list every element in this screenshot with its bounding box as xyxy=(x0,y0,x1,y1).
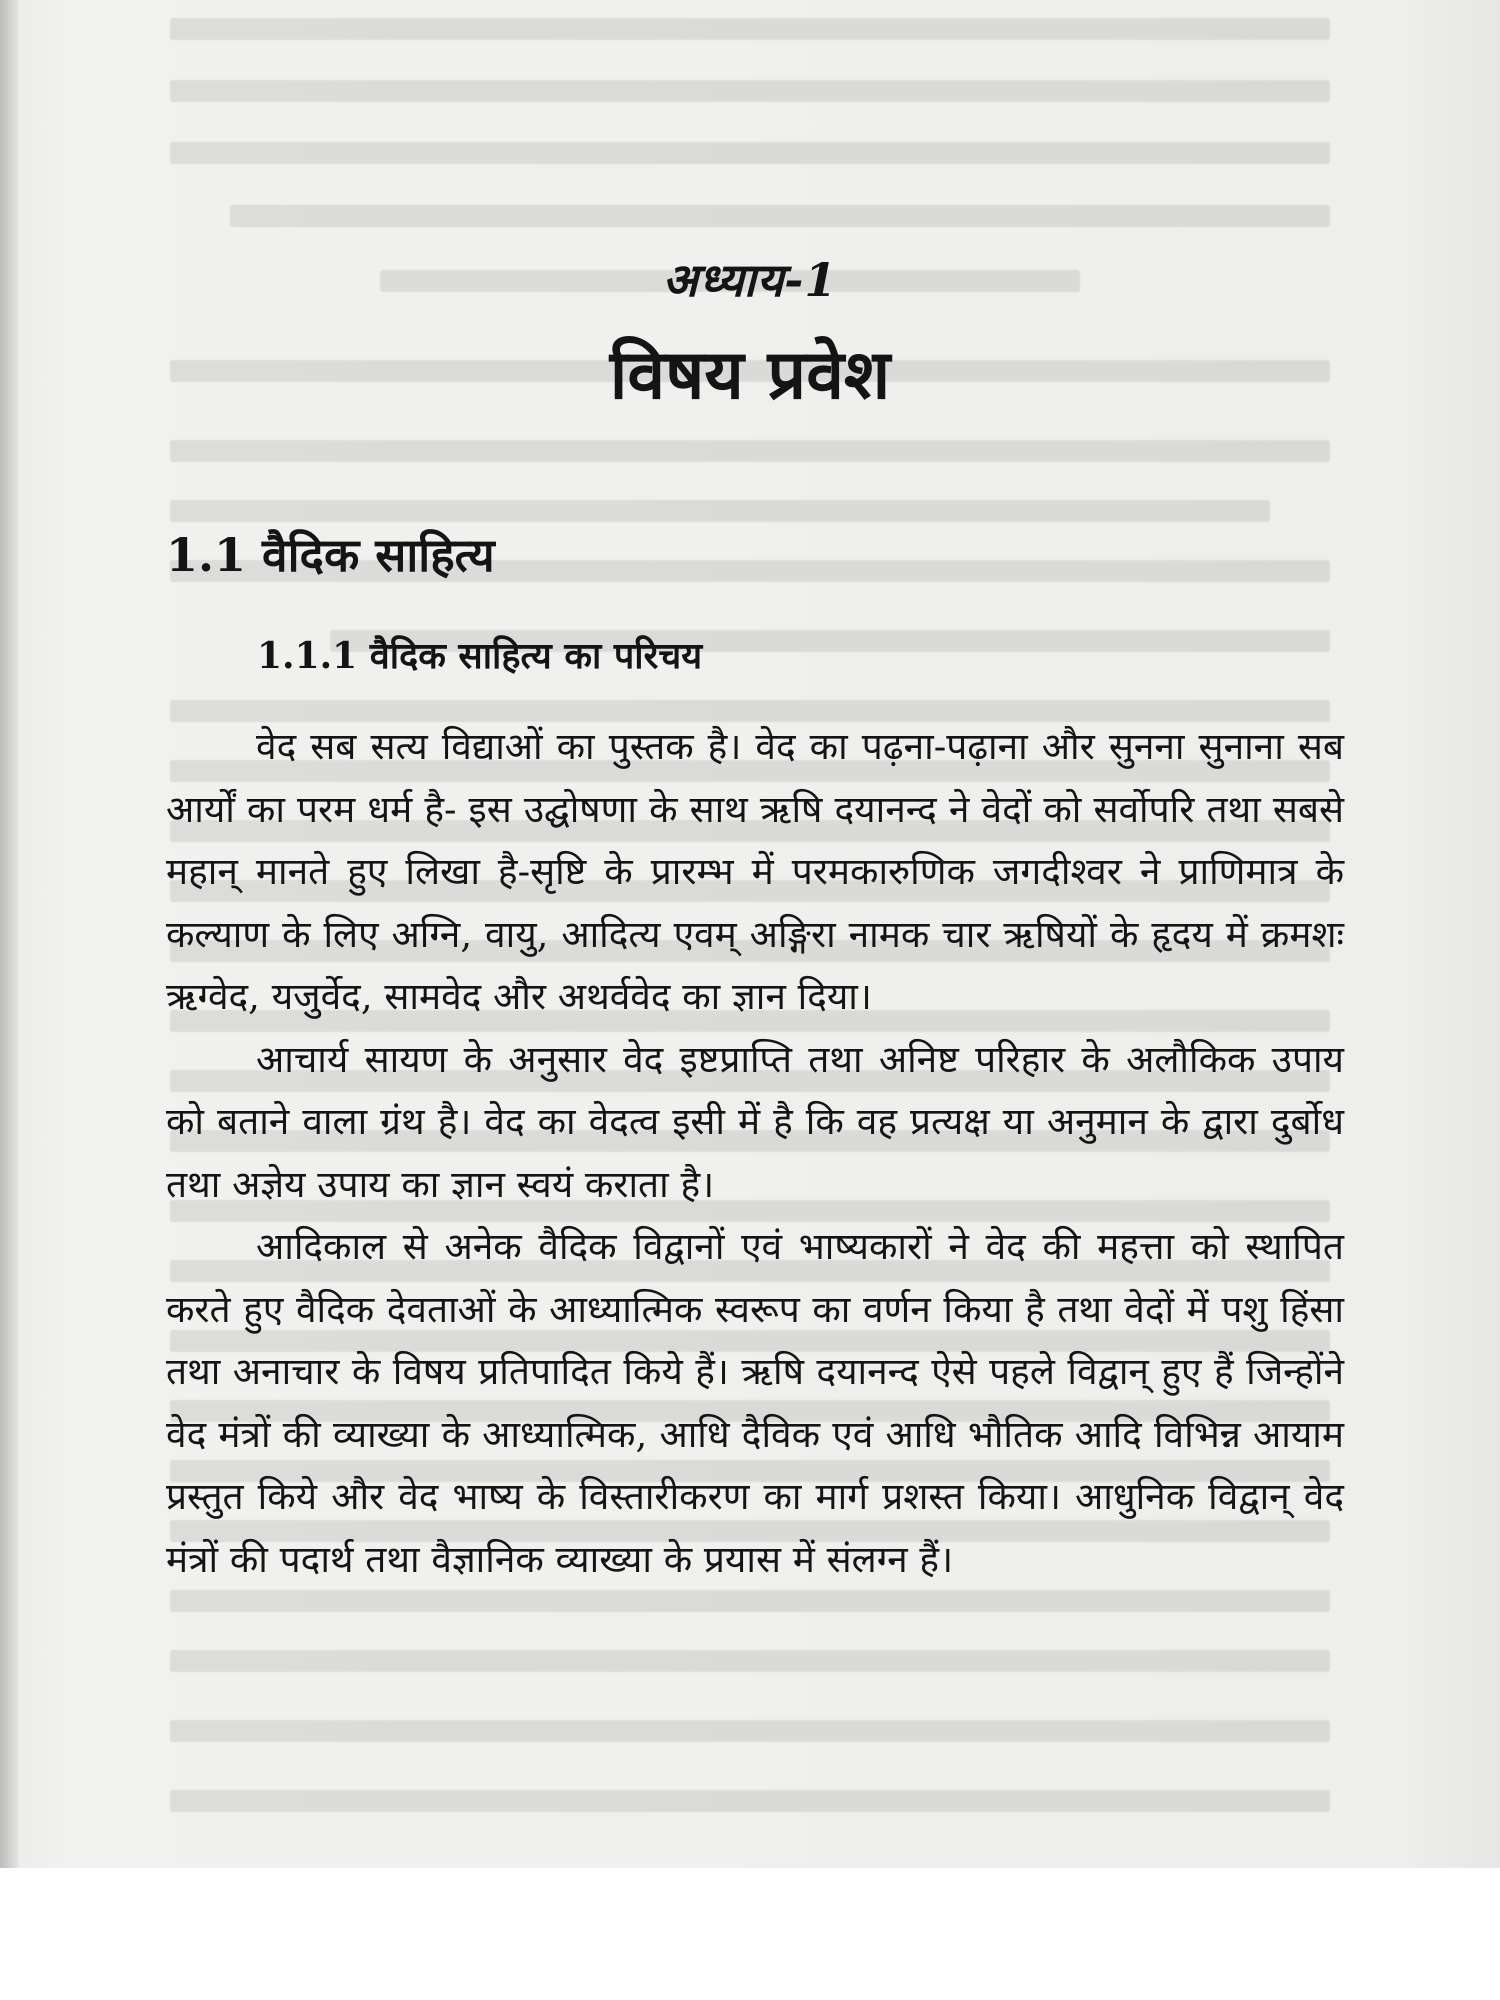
subsection-heading: 1.1.1 वैदिक साहित्य का परिचय xyxy=(257,635,703,677)
blank-margin xyxy=(0,1868,1500,2000)
paragraph: आदिकाल से अनेक वैदिक विद्वानों एवं भाष्यकारों ने वेद की महत्ता को स्थापित करते हुए वैदिक देवताओं के आध्यात्मिक स्वरूप का वर्णन किया है तथा वेदों में पशु हिंसा तथा अनाचार के विषय प्रतिपादित किये हैं। ऋषि दयानन्द ऐसे पहले विद्वान् हुए हैं जिन्होंने वेद मंत्रों की व्याख्या के आध्यात्मिक, आधि दैविक एवं आधि भौतिक आदि विभिन्न आयाम प्रस्तुत किये और वेद भाष्य के विस्तारीकरण का मार्ग प्रशस्त किया। आधुनिक विद्वान् वेद मंत्रों की पदार्थ तथा वैज्ञानिक व्याख्या के प्रयास में संलग्न हैं। xyxy=(166,1225,1344,1581)
section-heading: 1.1 वैदिक साहित्य xyxy=(166,528,495,582)
chapter-label: अध्याय-1 xyxy=(662,253,838,307)
body-text xyxy=(166,716,1344,1591)
chapter-title: विषय प्रवेश xyxy=(609,335,891,415)
paragraph: वेद सब सत्य विद्याओं का पुस्तक है। वेद का पढ़ना-पढ़ाना और सुनना सुनाना सब आर्यों का परम धर्म है- इस उद्घोषणा के साथ ऋषि दयानन्द ने वेदों को सर्वोपरि तथा सबसे महान् मानते हुए लिखा है-सृष्टि के प्रारम्भ में परमकारुणिक जगदीश्वर ने प्राणिमात्र के कल्याण के लिए अग्नि, वायु, आदित्य एवम् अङ्गिरा नामक चार ऋषियों के हृदय में क्रमशः ऋग्वेद, यजुर्वेद, सामवेद और अथर्ववेद का ज्ञान दिया। xyxy=(166,725,1344,1018)
paragraph: आचार्य सायण के अनुसार वेद इष्टप्राप्ति तथा अनिष्ट परिहार के अलौकिक उपाय को बताने वाला ग्रंथ है। वेद का वेदत्व इसी में है कि वह प्रत्यक्ष या अनुमान के द्वारा दुर्बोध तथा अज्ञेय उपाय का ज्ञान स्वयं कराता है। xyxy=(166,1037,1344,1206)
